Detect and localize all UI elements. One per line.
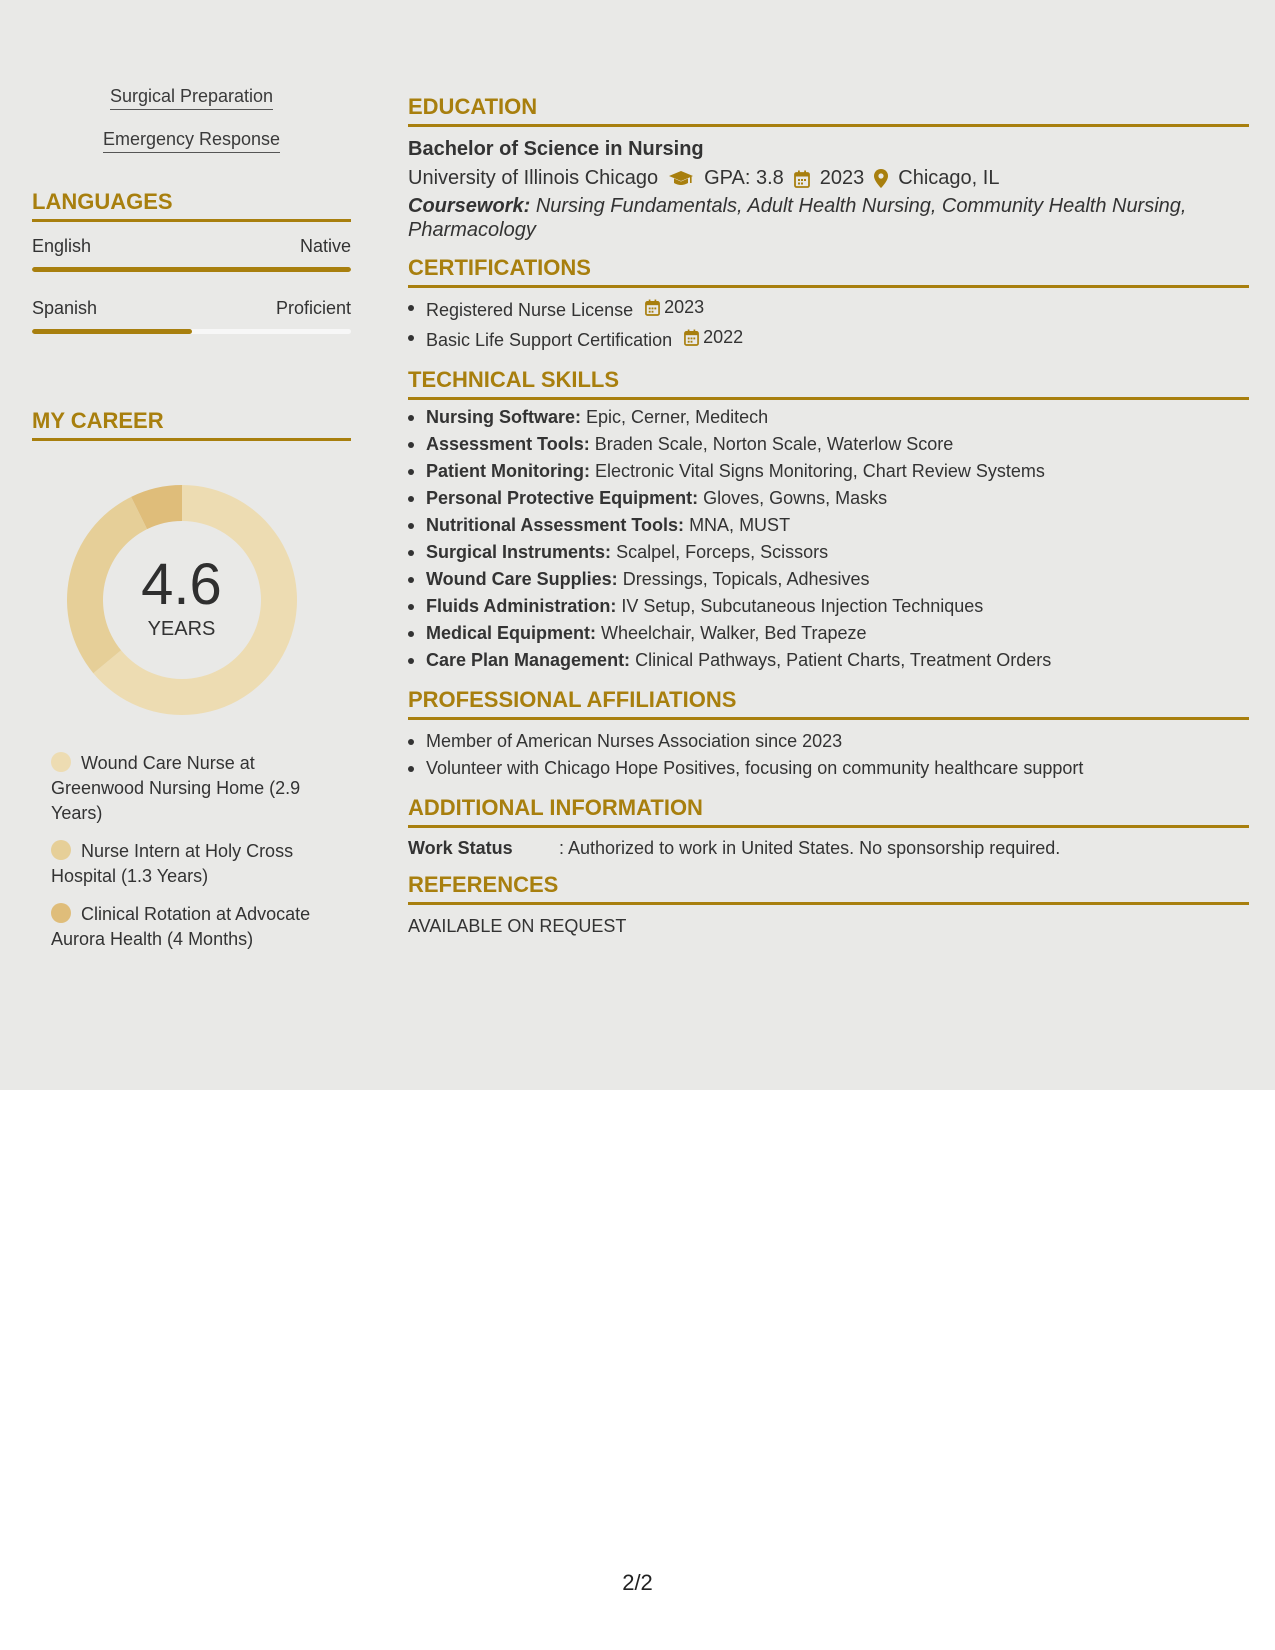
skill-item bbox=[408, 431, 1249, 458]
skill-label: Assessment Tools: bbox=[426, 434, 590, 454]
coursework-list: Nursing Fundamentals, Adult Health Nursing, Community Health Nursing, Pharmacology bbox=[408, 195, 1187, 241]
career-section bbox=[32, 408, 351, 952]
skill-item bbox=[408, 485, 1249, 512]
legend-text: Clinical Rotation at Advocate Aurora Health (4 Months) bbox=[51, 904, 311, 949]
skill-item bbox=[408, 566, 1249, 593]
skill-item bbox=[408, 404, 1249, 431]
calendar-icon bbox=[645, 299, 660, 316]
graduation-year: 2023 bbox=[819, 167, 865, 189]
work-status-row bbox=[408, 838, 1249, 859]
education-section bbox=[408, 94, 1249, 242]
career-legend-item bbox=[51, 902, 351, 952]
graduation-cap-icon bbox=[668, 170, 694, 188]
work-status-value: : Authorized to work in United States. No sponsorship required. bbox=[559, 838, 1061, 858]
skill-item bbox=[408, 593, 1249, 620]
technical-skills-section bbox=[408, 367, 1249, 674]
education-meta bbox=[408, 167, 1249, 190]
career-total-unit: YEARS bbox=[147, 617, 216, 640]
skill-label: Care Plan Management: bbox=[426, 650, 631, 670]
legend-dot bbox=[51, 840, 71, 860]
certification-item bbox=[408, 294, 1249, 324]
skill-tags bbox=[32, 86, 351, 153]
language-item bbox=[32, 236, 351, 272]
affiliations-section bbox=[408, 687, 1249, 782]
skill-item bbox=[408, 647, 1249, 674]
skill-item bbox=[408, 512, 1249, 539]
skill-label: Nutritional Assessment Tools: bbox=[426, 515, 685, 535]
language-bar-fill bbox=[32, 329, 192, 334]
legend-dot bbox=[51, 903, 71, 923]
language-name: English bbox=[32, 236, 92, 256]
skill-value: Dressings, Topicals, Adhesives bbox=[622, 569, 870, 589]
coursework-label: Coursework: bbox=[408, 195, 531, 217]
main-content bbox=[408, 94, 1249, 950]
references-section bbox=[408, 872, 1249, 937]
school-location: Chicago, IL bbox=[898, 167, 1000, 189]
additional-info-section bbox=[408, 795, 1249, 859]
skill-item bbox=[408, 620, 1249, 647]
skill-value: Scalpel, Forceps, Scissors bbox=[616, 542, 829, 562]
references-text: AVAILABLE ON REQUEST bbox=[408, 916, 627, 936]
sidebar bbox=[32, 86, 351, 965]
affiliation-item: Member of American Nurses Association since 2023 bbox=[408, 728, 1249, 755]
skill-item bbox=[408, 458, 1249, 485]
school-name: University of Illinois Chicago bbox=[408, 167, 659, 189]
technical-skills-title: TECHNICAL SKILLS bbox=[408, 367, 1249, 400]
skill-tag: Surgical Preparation bbox=[110, 86, 273, 110]
skill-value: Epic, Cerner, Meditech bbox=[586, 407, 769, 427]
language-item bbox=[32, 298, 351, 334]
work-status-key: Work Status bbox=[408, 838, 513, 858]
affiliation-item: Volunteer with Chicago Hope Positives, focusing on community healthcare support bbox=[408, 755, 1249, 782]
certification-name: Basic Life Support Certification bbox=[426, 330, 673, 350]
location-pin-icon bbox=[874, 169, 888, 188]
career-total-value: 4.6 bbox=[141, 551, 222, 617]
page-number: 2/2 bbox=[622, 1570, 653, 1595]
skill-value: Braden Scale, Norton Scale, Waterlow Score bbox=[594, 434, 954, 454]
degree-title: Bachelor of Science in Nursing bbox=[408, 138, 704, 160]
affiliations-title: PROFESSIONAL AFFILIATIONS bbox=[408, 687, 1249, 720]
skill-label: Patient Monitoring: bbox=[426, 461, 590, 481]
career-legend bbox=[32, 751, 351, 952]
skill-value: Wheelchair, Walker, Bed Trapeze bbox=[601, 623, 867, 643]
calendar-icon bbox=[794, 170, 810, 188]
languages-section bbox=[32, 189, 351, 334]
skill-label: Medical Equipment: bbox=[426, 623, 597, 643]
legend-dot bbox=[51, 752, 71, 772]
certification-item bbox=[408, 324, 1249, 354]
skill-label: Personal Protective Equipment: bbox=[426, 488, 699, 508]
calendar-icon bbox=[684, 329, 699, 346]
skill-value: Gloves, Gowns, Masks bbox=[703, 488, 888, 508]
language-bar bbox=[32, 329, 351, 334]
language-name: Spanish bbox=[32, 298, 98, 318]
certifications-section bbox=[408, 255, 1249, 354]
skill-item bbox=[408, 539, 1249, 566]
additional-info-title: ADDITIONAL INFORMATION bbox=[408, 795, 1249, 828]
certifications-title: CERTIFICATIONS bbox=[408, 255, 1249, 288]
language-bar bbox=[32, 267, 351, 272]
career-title: MY CAREER bbox=[32, 408, 351, 441]
skill-value: Electronic Vital Signs Monitoring, Chart Review Systems bbox=[595, 461, 1045, 481]
language-level: Proficient bbox=[275, 298, 351, 318]
language-bar-fill bbox=[32, 267, 351, 272]
language-level: Native bbox=[299, 236, 351, 256]
coursework bbox=[408, 194, 1249, 242]
skill-value: Clinical Pathways, Patient Charts, Treatment Orders bbox=[635, 650, 1052, 670]
skill-label: Nursing Software: bbox=[426, 407, 582, 427]
skill-label: Wound Care Supplies: bbox=[426, 569, 618, 589]
references-title: REFERENCES bbox=[408, 872, 1249, 905]
gpa: GPA: 3.8 bbox=[704, 167, 784, 189]
skill-tag: Emergency Response bbox=[103, 129, 280, 153]
career-donut-chart bbox=[67, 485, 297, 715]
skill-label: Fluids Administration: bbox=[426, 596, 617, 616]
certification-year: 2023 bbox=[664, 297, 705, 317]
certification-year: 2022 bbox=[703, 327, 744, 347]
skill-value: IV Setup, Subcutaneous Injection Techniques bbox=[621, 596, 984, 616]
career-legend-item bbox=[51, 751, 351, 826]
career-legend-item bbox=[51, 839, 351, 889]
legend-text: Nurse Intern at Holy Cross Hospital (1.3 Years) bbox=[51, 841, 294, 886]
skill-label: Surgical Instruments: bbox=[426, 542, 612, 562]
certification-name: Registered Nurse License bbox=[426, 300, 634, 320]
education-title: EDUCATION bbox=[408, 94, 1249, 127]
languages-title: LANGUAGES bbox=[32, 189, 351, 222]
skill-value: MNA, MUST bbox=[689, 515, 791, 535]
legend-text: Wound Care Nurse at Greenwood Nursing Home (2.9 Years) bbox=[51, 753, 301, 823]
